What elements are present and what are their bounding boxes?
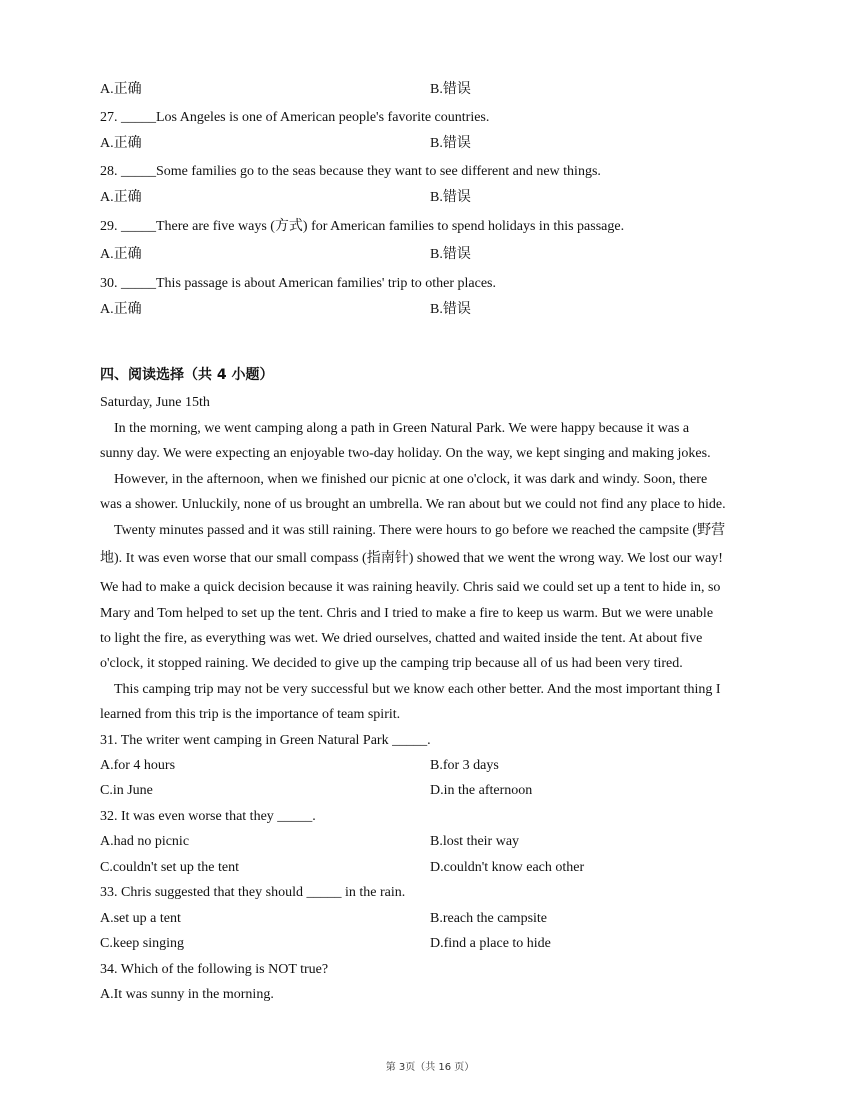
question-34: 34. Which of the following is NOT true? bbox=[100, 962, 329, 977]
question-33: 33. Chris suggested that they should _____ in the rain. bbox=[100, 885, 406, 900]
question-32: 32. It was even worse that they _____. bbox=[100, 809, 316, 824]
option-b: B.错误 bbox=[430, 302, 471, 317]
option-c: C.couldn't set up the tent bbox=[100, 860, 240, 875]
option-d: D.find a place to hide bbox=[430, 936, 551, 951]
option-a: A.for 4 hours bbox=[100, 758, 176, 773]
question-30: 30. _____This passage is about American families' trip to other places. bbox=[100, 276, 496, 291]
passage-line: However, in the afternoon, when we finished our picnic at one o'clock, it was dark and windy. Soon, there bbox=[114, 472, 708, 487]
option-b: B.错误 bbox=[430, 136, 471, 151]
passage-line: was a shower. Unluckily, none of us brought an umbrella. We ran about but we could not find any place to hide. bbox=[100, 497, 726, 512]
question-28: 28. _____Some families go to the seas because they want to see different and new things. bbox=[100, 164, 601, 179]
passage-line: sunny day. We were expecting an enjoyable two-day holiday. On the way, we kept singing and making jokes. bbox=[100, 446, 711, 461]
option-a: A.正确 bbox=[100, 247, 142, 262]
passage-line: Twenty minutes passed and it was still raining. There were hours to go before we reached the campsite (野营 bbox=[114, 523, 726, 538]
option-c: C.in June bbox=[100, 783, 153, 798]
passage-line: to light the fire, as everything was wet. We dried ourselves, chatted and waited inside the tent. At about five bbox=[100, 631, 703, 646]
option-a: A.set up a tent bbox=[100, 911, 181, 926]
passage-line: This camping trip may not be very successful but we know each other better. And the most important thing I bbox=[114, 682, 721, 697]
question-27: 27. _____Los Angeles is one of American people's favorite countries. bbox=[100, 110, 490, 125]
option-b: B.错误 bbox=[430, 247, 471, 262]
option-c: C.keep singing bbox=[100, 936, 184, 951]
option-b: B.lost their way bbox=[430, 834, 520, 849]
option-a: A.正确 bbox=[100, 302, 142, 317]
passage-line: We had to make a quick decision because it was raining heavily. Chris said we could set up a tent to hide in, so bbox=[100, 580, 721, 595]
option-a: A.It was sunny in the morning. bbox=[100, 987, 274, 1002]
question-31: 31. The writer went camping in Green Natural Park _____. bbox=[100, 733, 431, 748]
passage-line: Mary and Tom helped to set up the tent. Chris and I tried to make a fire to keep us warm. But we were unable bbox=[100, 606, 714, 621]
option-a: A.had no picnic bbox=[100, 834, 190, 849]
option-a: A.正确 bbox=[100, 82, 142, 97]
passage-line: o'clock, it stopped raining. We decided to give up the camping trip because all of us had been very tired. bbox=[100, 656, 683, 671]
option-d: D.in the afternoon bbox=[430, 783, 533, 798]
option-d: D.couldn't know each other bbox=[430, 860, 585, 875]
question-29: 29. _____There are five ways (方式) for American families to spend holidays in this passage. bbox=[100, 219, 625, 234]
option-a: A.正确 bbox=[100, 190, 142, 205]
page-footer: 第 3页（共 16 页） bbox=[385, 1062, 475, 1073]
option-b: B.reach the campsite bbox=[430, 911, 548, 926]
section-title: 四、阅读选择（共 4 小题） bbox=[100, 367, 274, 383]
option-a: A.正确 bbox=[100, 136, 142, 151]
passage-line: learned from this trip is the importance of team spirit. bbox=[100, 707, 401, 722]
passage-line: 地). It was even worse that our small compass (指南针) showed that we went the wrong way. We lost our way! bbox=[100, 551, 723, 566]
option-b: B.错误 bbox=[430, 82, 471, 97]
passage-line: In the morning, we went camping along a path in Green Natural Park. We were happy because it was a bbox=[114, 421, 690, 436]
passage-date: Saturday, June 15th bbox=[100, 395, 210, 410]
option-b: B.for 3 days bbox=[430, 758, 499, 773]
option-b: B.错误 bbox=[430, 190, 471, 205]
